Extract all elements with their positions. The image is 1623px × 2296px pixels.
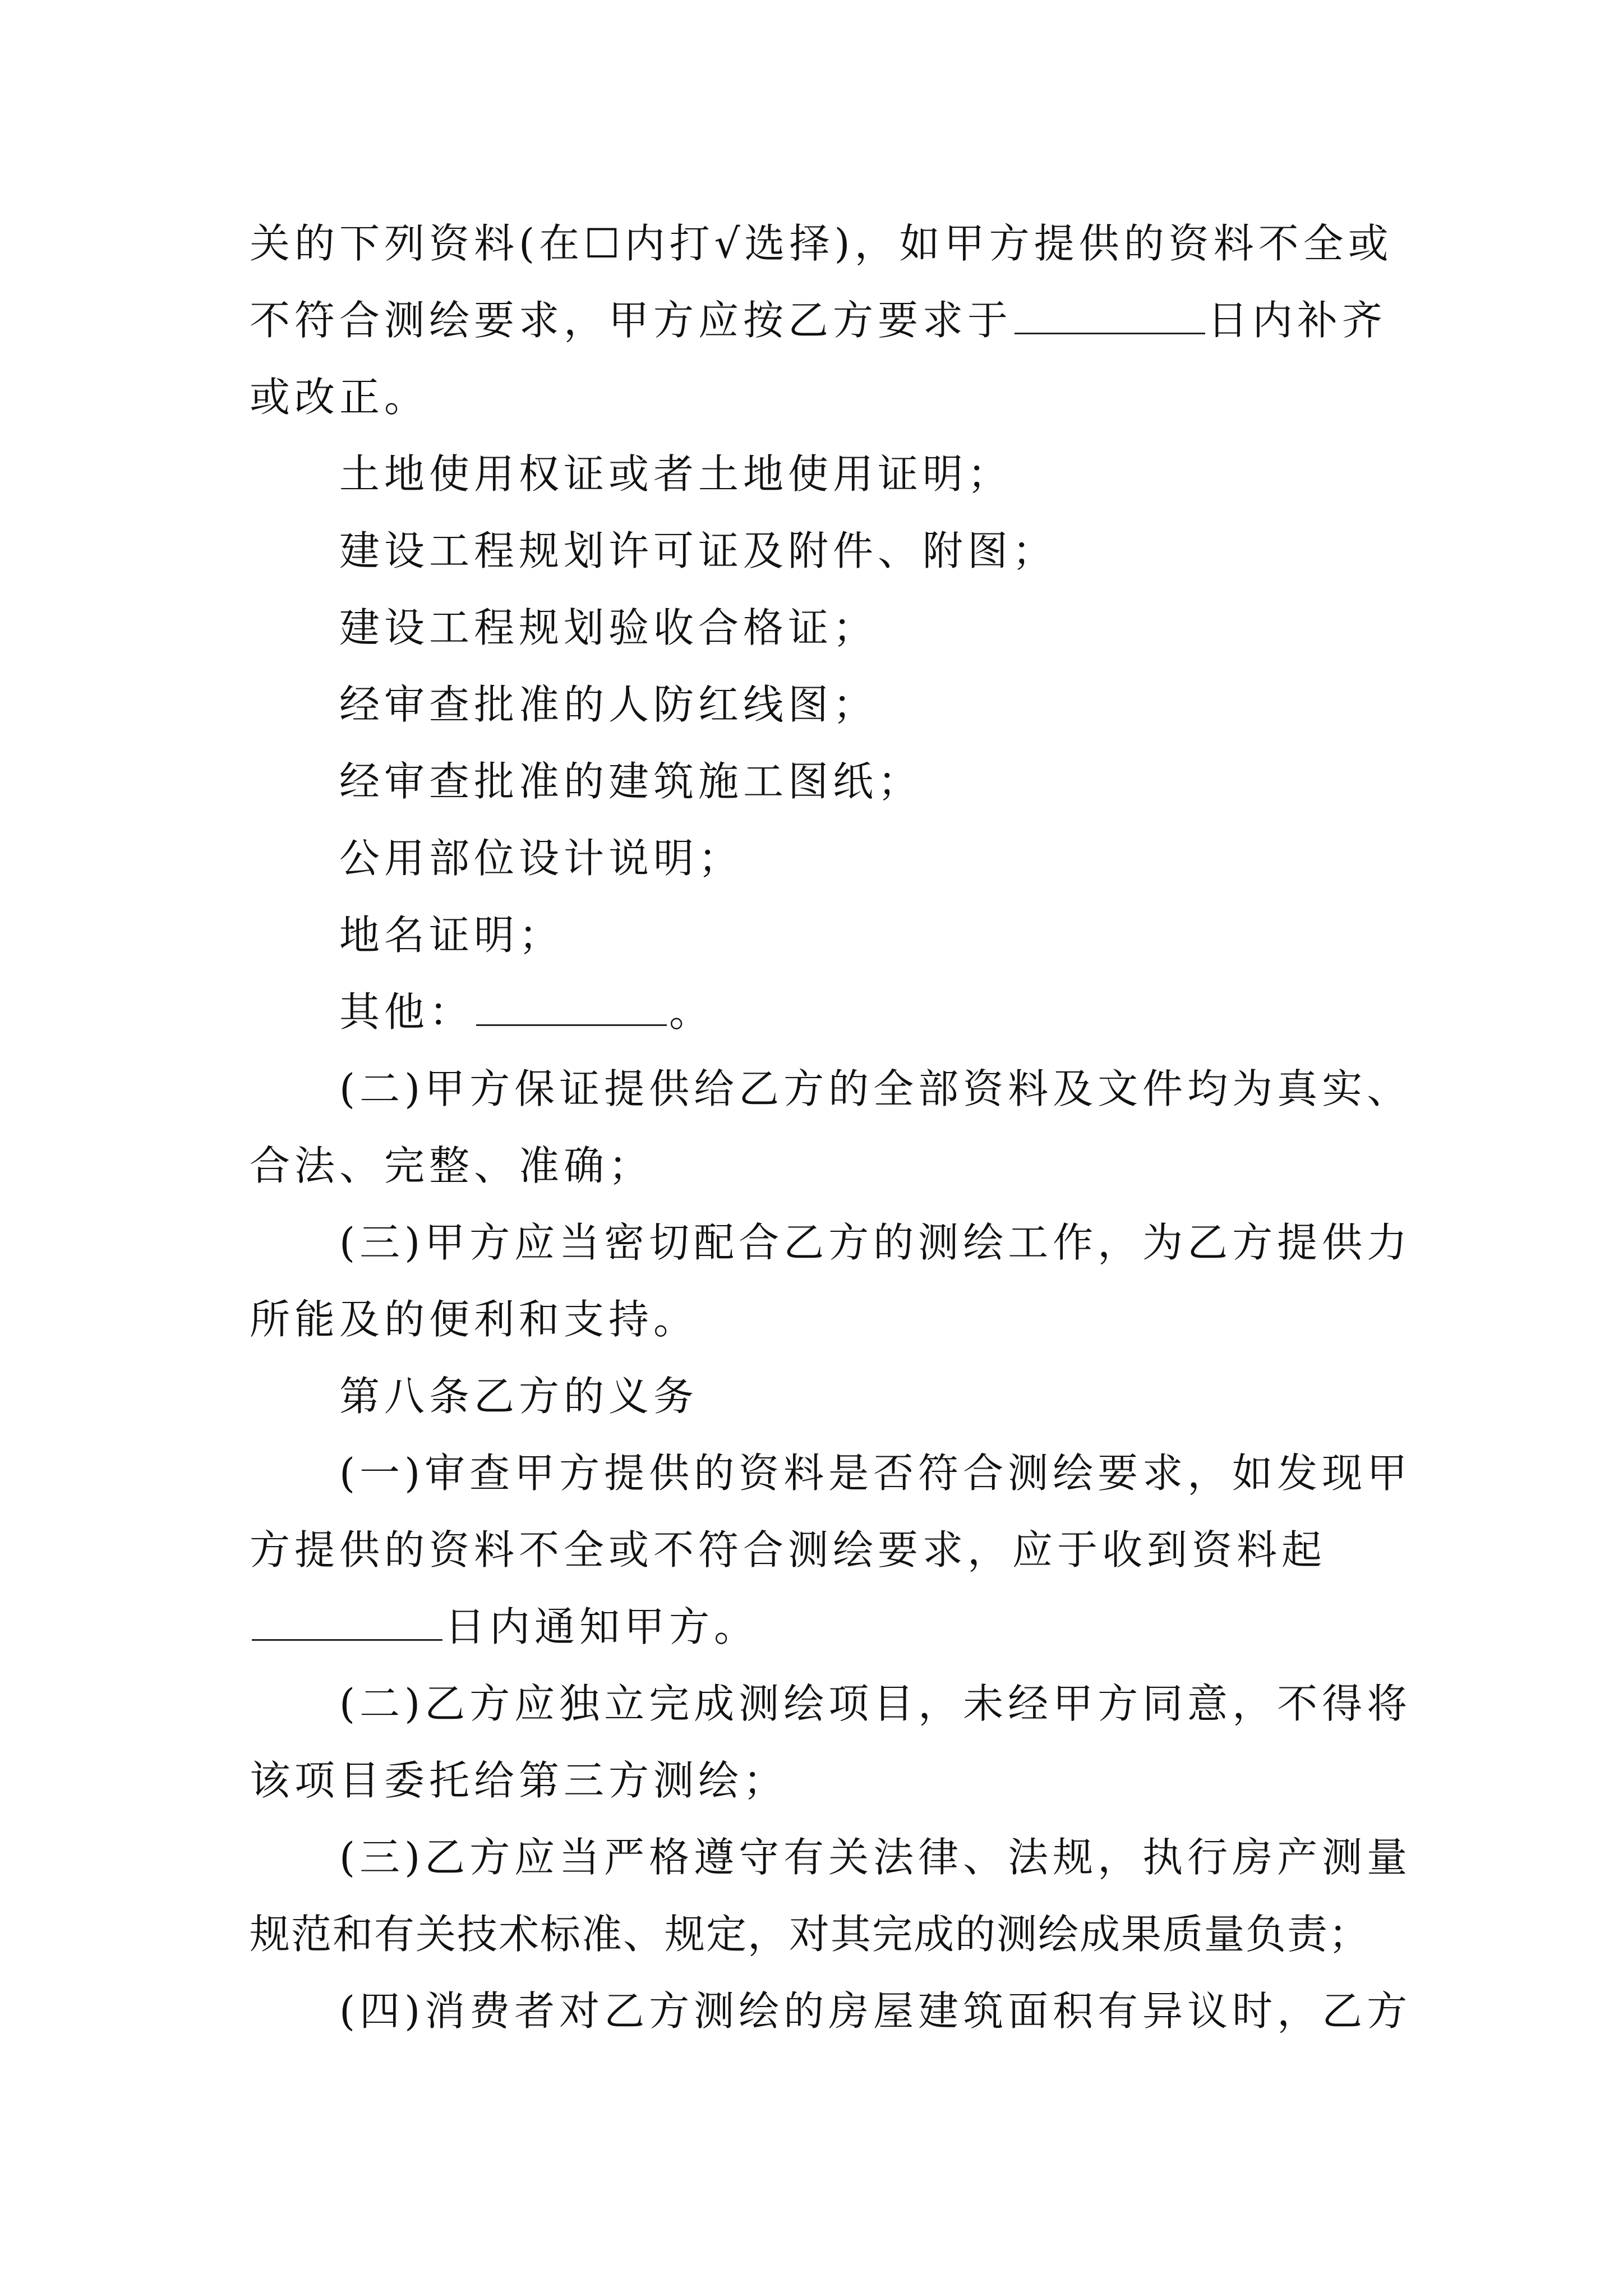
paragraph-line [250, 1589, 1388, 1665]
list-item-text: 。 [669, 988, 714, 1036]
paragraph-line [250, 1435, 1412, 1512]
paragraph-line [250, 1512, 1388, 1589]
paragraph-line [250, 1128, 1388, 1204]
line-text: 方提供的资料不全或不符合测绘要求，应于收到资料起 [250, 1526, 1327, 1573]
fill-in-blank [476, 991, 667, 1026]
section-heading-text: 第八条乙方的义务 [339, 1373, 699, 1420]
list-item-text: 建设工程规划验收合格证； [339, 604, 878, 651]
line-text: 不符合测绘要求，甲方应按乙方要求于 [250, 297, 1013, 344]
paragraph-line [250, 205, 1393, 282]
list-item-text: 经审查批准的建筑施工图纸； [339, 758, 923, 805]
paragraph-line [250, 1896, 1388, 1973]
paragraph-line [250, 1051, 1412, 1128]
list-item-text: 建设工程规划许可证及附件、附图； [339, 527, 1058, 574]
list-item [250, 436, 1388, 513]
paragraph-line [250, 282, 1388, 359]
document-body [250, 205, 1412, 2050]
list-item-text: 地名证明； [339, 912, 564, 959]
line-text: 日内补齐 [1207, 297, 1387, 344]
list-item [250, 666, 1388, 743]
list-item-text: 经审查批准的人防红线图； [339, 681, 878, 728]
list-item-text: 公用部位设计说明； [339, 835, 744, 882]
paragraph-line [250, 1973, 1412, 2050]
list-item [250, 820, 1388, 897]
paragraph-line [250, 1742, 1388, 1819]
line-text: (三)乙方应当严格遵守有关法律、法规，执行房产测量 [339, 1834, 1412, 1881]
paragraph-line [250, 359, 1388, 436]
line-text: 所能及的便利和支持。 [250, 1296, 699, 1343]
line-text: 合法、完整、准确； [250, 1142, 654, 1189]
fill-in-blank [1015, 299, 1205, 334]
paragraph-line [250, 1204, 1412, 1281]
paragraph-line [250, 1665, 1412, 1742]
line-text: (三)甲方应当密切配合乙方的测绘工作，为乙方提供力 [339, 1219, 1412, 1266]
list-item-text: 土地使用权证或者土地使用证明； [339, 450, 1013, 498]
list-item [250, 513, 1388, 590]
line-text: (四)消费者对乙方测绘的房屋建筑面积有异议时，乙方 [339, 1987, 1412, 2035]
line-text: (一)审查甲方提供的资料是否符合测绘要求，如发现甲 [339, 1450, 1412, 1497]
list-item [250, 974, 1388, 1051]
line-text: 规范和有关技术标准、规定，对其完成的测绘成果质量负责； [250, 1911, 1371, 1958]
line-text: (二)甲方保证提供给乙方的全部资料及文件均为真实、 [339, 1065, 1412, 1112]
line-text: 或改正。 [250, 374, 430, 421]
list-item [250, 897, 1388, 974]
fill-in-blank [252, 1605, 442, 1641]
line-text: 日内通知甲方。 [445, 1603, 759, 1650]
line-text: (二)乙方应独立完成测绘项目，未经甲方同意，不得将 [339, 1680, 1412, 1727]
paragraph-line [250, 1281, 1388, 1358]
section-heading [250, 1358, 1388, 1435]
list-item [250, 743, 1388, 820]
line-text: 该项目委托给第三方测绘； [250, 1757, 789, 1804]
paragraph-line [250, 1819, 1412, 1896]
list-item-text: 其他： [339, 988, 474, 1036]
list-item [250, 590, 1388, 666]
line-text: 关的下列资料(在☐内打√选择)，如甲方提供的资料不全或 [250, 220, 1393, 267]
